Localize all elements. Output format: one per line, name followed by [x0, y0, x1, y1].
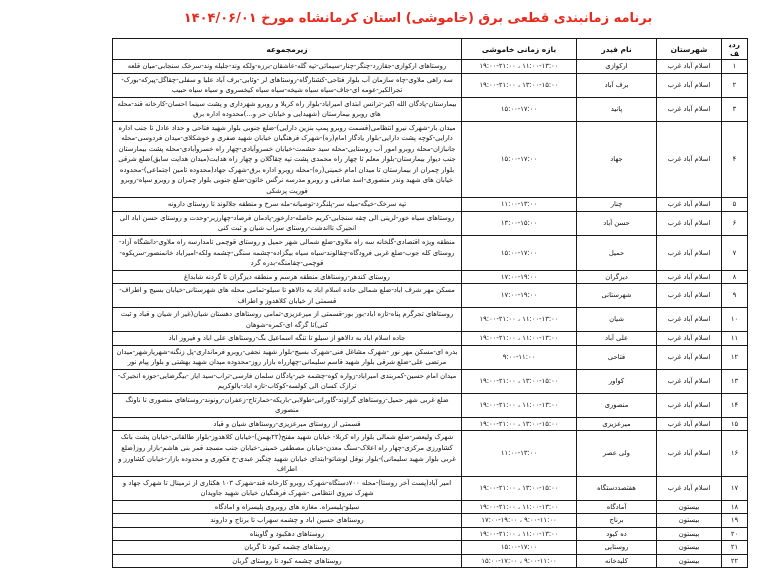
table-row — [113, 235, 748, 270]
feeder-cell: کواور — [577, 369, 657, 393]
header-row-number: ردیف — [722, 39, 748, 60]
feeder-cell: ارکوازی — [577, 60, 657, 74]
row-number-cell: ۱۵ — [722, 417, 748, 431]
county-cell: اسلام آباد غرب — [657, 308, 722, 332]
time-range-cell: ۱۱:۰۰-۱۳:۰۰ ، ۱۹:۰۰-۲۱:۰۰ — [462, 60, 577, 74]
details-cell: سیلو-پلیسراه. مغازه های روبروی پلیسراه و امادگاه — [113, 500, 462, 514]
time-range-cell: ۱۷:۰۰-۱۹:۰۰ — [462, 284, 577, 308]
row-number-cell: ۱۸ — [722, 500, 748, 514]
header-county: شهرستان — [657, 39, 722, 60]
time-range-cell: ۱۳:۰۰-۱۵:۰۰ ، ۱۹:۰۰-۲۱:۰۰ — [462, 417, 577, 431]
row-number-cell: ۴ — [722, 121, 748, 198]
row-number-cell: ۱۶ — [722, 431, 748, 476]
row-number-cell: ۲۱ — [722, 541, 748, 555]
details-cell: روستاهای چشمه کبود تا گربان — [113, 541, 462, 555]
table-row — [113, 476, 748, 500]
header-details: زیرمجموعه — [113, 39, 462, 60]
row-number-cell: ۱۴ — [722, 393, 748, 417]
details-cell: روستاهای چشمه کبود تا روستای گربان — [113, 554, 462, 568]
row-number-cell: ۱۹ — [722, 514, 748, 528]
details-cell: سه راهی ملاوی-چاه سازمان آب بلوار فتاحی-کشتارگاه-روستاهای لر -وثابی-برف آباد علیا و سفلی-چقاگل-پیرکه-بورک-تجرالکبر-عومه ای-جاف-سیاه سیاه شیخه-سیاه سیاه کیخسروی و سیاه سیاه حبیب — [113, 73, 462, 97]
header-feeder: نام فیدر — [577, 39, 657, 60]
feeder-cell: شهرستانی — [577, 284, 657, 308]
table-row — [113, 554, 748, 568]
row-number-cell: ۶ — [722, 211, 748, 235]
row-number-cell: ۱۱ — [722, 332, 748, 346]
schedule-table-header — [113, 39, 748, 60]
table-row — [113, 284, 748, 308]
table-row — [113, 541, 748, 555]
time-range-cell: ۱۱:۰۰-۱۳:۰۰ — [462, 198, 577, 212]
feeder-cell: هفتصددستگاه — [577, 476, 657, 500]
time-range-cell: ۱۱:۰۰-۱۳:۰۰ ، ۱۹:۰۰-۲۱:۰۰ — [462, 500, 577, 514]
table-row — [113, 417, 748, 431]
county-cell: اسلام آباد غرب — [657, 369, 722, 393]
county-cell: اسلام آباد غرب — [657, 270, 722, 284]
feeder-cell: ولی عصر — [577, 431, 657, 476]
county-cell: اسلام آباد غرب — [657, 235, 722, 270]
table-row — [113, 332, 748, 346]
table-row — [113, 514, 748, 528]
time-range-cell: ۱۵:۰۰-۱۷:۰۰ — [462, 235, 577, 270]
time-range-cell: ۱۱:۰۰-۱۳:۰۰ ، ۱۹:۰۰-۲۱:۰۰ — [462, 527, 577, 541]
details-cell: روستاهای تجرگرم پناه-تازه اباد-بور بور-قسمتی از میرعزیزی-تمامی روستاهای دهستان شیان(غیر از شیان و قباد و ثبت کنی)تا گرگه ای-کمره-شوهان — [113, 308, 462, 332]
time-range-cell: ۱۳:۰۰-۱۵:۰۰ ، ۱۹:۰۰-۲۱:۰۰ — [462, 476, 577, 500]
feeder-cell: دیزگران — [577, 270, 657, 284]
details-cell: ضلع غربی شهر حمیل-روستاهای گراوند-گاورانی-طولابی-باریکه-خمارتاج-زعفران-رونوند-روستاهای منصوری تا ناونگ منصوری — [113, 393, 462, 417]
county-cell: اسلام آباد غرب — [657, 121, 722, 198]
time-range-cell: ۹:۰۰-۱۱:۰۰ ، ۱۵:۰۰-۱۷:۰۰ — [462, 554, 577, 568]
row-number-cell: ۲۰ — [722, 527, 748, 541]
details-cell: بیمارستان-پادگان الله اکبر-ترانس ابتدای امیراباد-بلوار راه کربلا و روبرو شهرداری و پشت سینما احسان-کارخانه قند-محله های روبرو بیمارستان (شهیدایی و خیابان حر و...)محدوده اداره برق — [113, 97, 462, 121]
feeder-cell: علی آباد — [577, 332, 657, 346]
row-number-cell: ۱۳ — [722, 369, 748, 393]
table-row — [113, 308, 748, 332]
row-number-cell: ۱۷ — [722, 476, 748, 500]
county-cell: اسلام آباد غرب — [657, 60, 722, 74]
county-cell: اسلام آباد غرب — [657, 345, 722, 369]
county-cell: اسلام آباد غرب — [657, 393, 722, 417]
county-cell: بیستون — [657, 514, 722, 528]
county-cell: اسلام آباد غرب — [657, 73, 722, 97]
time-range-cell: ۱۷:۰۰-۱۹:۰۰ — [462, 270, 577, 284]
county-cell: بیستون — [657, 541, 722, 555]
table-row — [113, 211, 748, 235]
header-time-range: بازه زمانی خاموشی — [462, 39, 577, 60]
row-number-cell: ۲ — [722, 73, 748, 97]
schedule-table-container — [0, 38, 748, 568]
row-number-cell: ۱۰ — [722, 308, 748, 332]
schedule-table-body — [113, 60, 748, 568]
table-row — [113, 527, 748, 541]
row-number-cell: ۲۲ — [722, 554, 748, 568]
time-range-cell: ۱۵:۰۰-۱۷:۰۰ — [462, 541, 577, 555]
feeder-cell: منصوری — [577, 393, 657, 417]
county-cell: اسلام آباد غرب — [657, 431, 722, 476]
feeder-cell: ده کبود — [577, 527, 657, 541]
time-range-cell: ۱۵:۰۰-۱۷:۰۰ — [462, 97, 577, 121]
row-number-cell: ۵ — [722, 198, 748, 212]
county-cell: اسلام آباد غرب — [657, 97, 722, 121]
row-number-cell: ۹ — [722, 284, 748, 308]
details-cell: روستاهای حسین اباد و چشمه سهراب تا برناج و داروند — [113, 514, 462, 528]
details-cell: شهرک ولیعصر-ضلع شمالی بلوار راه کربلا- خیابان شهید مفتح(۲۲بهمن)-خیابان کلاهدوز-بلوار طالقانی-خیابان پشت بانک کشاورزی مرکزی-چهار راه اعلاک-سنگ معدن-خیابان مصطفی خمینی-خیابان جنب مسجد قمر بنی هاشم-بازار روز(ضلع غربی بلوار شهید سلیمانی)-بلوار نوفل لوشاتو-ابتدای خیابان شهید چنگیز عبدی-خ فکوری و محدوده بازار-خیابان کشاورز و اطراف — [113, 431, 462, 476]
header-row — [113, 39, 748, 60]
county-cell: بیستون — [657, 500, 722, 514]
time-range-cell: ۱۵:۰۰-۱۷:۰۰ — [462, 121, 577, 198]
row-number-cell: ۱۲ — [722, 345, 748, 369]
row-number-cell: ۸ — [722, 270, 748, 284]
county-cell: اسلام آباد غرب — [657, 476, 722, 500]
county-cell: اسلام آباد غرب — [657, 284, 722, 308]
feeder-cell: برف آباد — [577, 73, 657, 97]
feeder-cell: روستایی — [577, 541, 657, 555]
table-row — [113, 97, 748, 121]
time-range-cell: ۱۳:۰۰-۱۵:۰۰ — [462, 211, 577, 235]
details-cell: جاده اسلام اباد به دالاهو از سیلو تا تنگه اسماعیل بگ-روستاهای علی اباد و فیروز اباد — [113, 332, 462, 346]
feeder-cell: میرعزیزی — [577, 417, 657, 431]
time-range-cell: ۱۳:۰۰-۱۵:۰۰ ، ۱۹:۰۰-۲۱:۰۰ — [462, 369, 577, 393]
time-range-cell: ۱۱:۰۰-۱۳:۰۰ ، ۱۹:۰۰-۲۱:۰۰ — [462, 308, 577, 332]
details-cell: میدان امام حسین-کمربندی امیراباد-زواره کوه-چشمه خیر-پادگان سلمان فارسی-تراب-سید ایاز -بیگرضایی-حوزه انجیرک-ترازک کسان الی کولسه-کوکاب-تازه اباد-بالوکریم — [113, 369, 462, 393]
time-range-cell: ۱۱:۰۰-۱۳:۰۰ ، ۱۹:۰۰-۲۱:۰۰ — [462, 393, 577, 417]
county-cell: اسلام آباد غرب — [657, 198, 722, 212]
feeder-cell: حمیل — [577, 235, 657, 270]
table-row — [113, 500, 748, 514]
table-row — [113, 121, 748, 198]
table-row — [113, 270, 748, 284]
feeder-cell: شیان — [577, 308, 657, 332]
time-range-cell: ۱۱:۰۰-۱۳:۰۰ — [462, 431, 577, 476]
details-cell: مسکن مهر شرف اباد-ضلع شمالی جاده اسلام اباد به دالاهو تا سیلو-تمامی محله های شهرستانی-خیابان بسیج و اطراف-قسمتی از خیابان کلاهدوز و اطراف — [113, 284, 462, 308]
details-cell: روستای کندهر-روستاهای منطقه هرسم و منطقه دیزگران تا گردنه شابداغ — [113, 270, 462, 284]
feeder-cell: چنار — [577, 198, 657, 212]
details-cell: قسمتی از روستای میرعزیزی-روستاهای شیان و قباد — [113, 417, 462, 431]
details-cell: امیر آباد(پست آخر روستا)-محله ۷۰۰دستگاه-شهرک روبرو کارخانه قند-شهرک ۱۰۳ هکتاری از ترمینال تا شهرک جهاد و شهرک نیروی انتظامی -شهرک فرهنگیان خیابان شهید جاویدان — [113, 476, 462, 500]
table-row — [113, 60, 748, 74]
row-number-cell: ۷ — [722, 235, 748, 270]
details-cell: بدره ای-مسکن مهر نور -شهرک مشاغل فنی-شهرک بسیج-بلوار شهید نجفی-روبرو فرمانداری-پل زنگنه-شهریارشهر-میدان مرتضی علی-ضلع شرقی بلوار شهید قاسم سلیمانی-چهارراه بازار روز-محدوده میدان شهید بهشتی و بلوار پیام نور — [113, 345, 462, 369]
feeder-cell: جهاد — [577, 121, 657, 198]
feeder-cell: حسن آباد — [577, 211, 657, 235]
table-row — [113, 393, 748, 417]
county-cell: بیستون — [657, 527, 722, 541]
table-row — [113, 73, 748, 97]
time-range-cell: ۱۱:۰۰-۱۳:۰۰ ، ۱۹:۰۰-۲۱:۰۰ — [462, 332, 577, 346]
outage-schedule-table — [112, 38, 748, 568]
table-row — [113, 345, 748, 369]
details-cell: روستاهای دهکبود و گاویناه — [113, 527, 462, 541]
feeder-cell: فتاحی — [577, 345, 657, 369]
table-row — [113, 198, 748, 212]
feeder-cell: پانید — [577, 97, 657, 121]
details-cell: تپه سرخک-خیگه-میله سر-پلنگرد-توصیانه-مله سرخ و منطقه جلالوند تا روستای دارونه — [113, 198, 462, 212]
county-cell: بیستون — [657, 554, 722, 568]
details-cell: منطقه ویژه اقتصادی-گلخانه سه راه ملاوی-ضلع شمالی شهر حمیل و روستای قوچمی تامدارسه راه ملاوی-دانشگاه آزاد-روستای کله جوب-ضلع غربی فرودگاه-چقالوند-سیاه سیاه بیگزاده-چشمه سنگی-چشمه ولکه-امیراباد خانمنصور-سریکوه-قوچمی-چقامنگه-بدره گرد — [113, 235, 462, 270]
report-title: برنامه زمانبندی قطعی برق (خاموشی) استان کرمانشاه مورخ ۱۴۰۴/۰۶/۰۱ — [183, 11, 653, 26]
row-number-cell: ۱ — [722, 60, 748, 74]
feeder-cell: برناج — [577, 514, 657, 528]
details-cell: میدان بار-شهرک نیرو انتظامی(قسمت روبرو پمپ بنزین دارایی)-ضلع جنوبی بلوار شهید فتاحی و حداد عادل تا جنب اداره دارایی-کوچه پشت دارایی-بلوار یادگار امام(ره)-شهرک فرهنگیان خیابان شهید صفری و خوشکلای-میدان فردوسی-محله جانبازان-محله روبرو امور آب روستایی-محله سید حشمت-خیابان خسروآبادی-چهار راه خسروآبادی-محله پشت بیمارستان جنب دیوار بیمارستان-بلوار معلم تا چهار راه محمدی پشت تپه چقاگلان و چهار راه هدایت(میدان هدایت سابق)ضلع شرقی بلوار چمران از بیمارستان تا میدان امام خمینی(ره)-محله روبرو اداره برق-شهرک جهاد(محدوده تامین اجتماعی)-محدوده خیابان های شهید وندر منصوری-اسد صادقی و روبرو مدرسه نرگس خاتون-ضلع جنوبی بلوار چمران و روبرو سپاه-روبرو فوریت پزشکی — [113, 121, 462, 198]
time-range-cell: ۹:۰۰-۱۱:۰۰ — [462, 345, 577, 369]
time-range-cell: ۱۳:۰۰-۱۵:۰۰ ، ۱۹:۰۰-۲۱:۰۰ — [462, 73, 577, 97]
details-cell: روستاهای ارکوازی-جقازرد-چنگر-چنار-سیماتی-تپه گله-عاشقان-برزه-ولکه وند-جلیله وند-سرخک سنجابی-میان قلعه — [113, 60, 462, 74]
time-range-cell: ۹:۰۰-۱۱:۰۰ ، ۱۷:۰۰-۱۹:۰۰ — [462, 514, 577, 528]
county-cell: اسلام آباد غرب — [657, 332, 722, 346]
details-cell: روستاهای سیاه خور-لرینی الی چقه سنجابی-کریم حاصله-دارخور-پادمان فرصاد-چهارزبر-وحدت و روستای حسن اباد الی انجیرک تااندشت-روستای سراب شیان و ثبت کنی — [113, 211, 462, 235]
row-number-cell: ۳ — [722, 97, 748, 121]
feeder-cell: آمادگاه — [577, 500, 657, 514]
table-row — [113, 431, 748, 476]
county-cell: اسلام آباد غرب — [657, 211, 722, 235]
table-row — [113, 369, 748, 393]
county-cell: اسلام آباد غرب — [657, 417, 722, 431]
feeder-cell: کلیدخانه — [577, 554, 657, 568]
